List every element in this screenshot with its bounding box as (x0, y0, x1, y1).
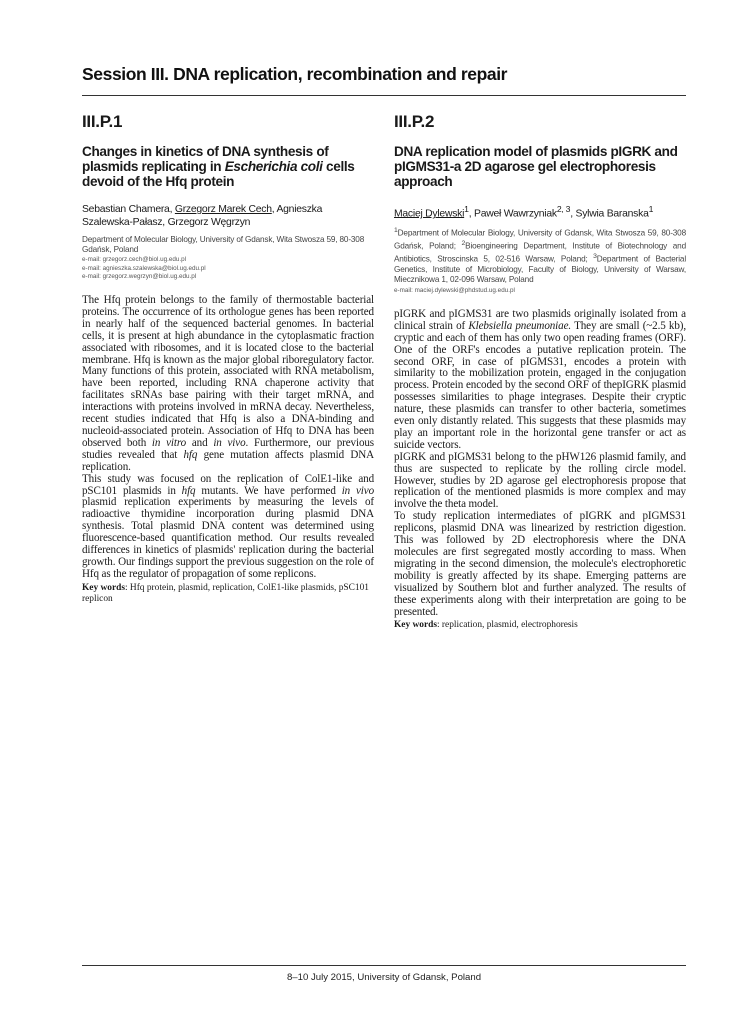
paragraph: pIGRK and pIGMS31 are two plasmids originally isolated from a clinical strain of Klebsiella pneumoniae. They are small (~2.5 kb), cryptic and each of them has only two open reading frames (ORF). One of the ORF's encodes a putative replication protein. The second ORF, in case of pIGMS31, encodes a protein with similarity to the mobilization protein, engaged in the conjugation process. Protein encoded by the second ORF of thepIGRK plasmid possesses similarities to phage integrases. Despite their cryptic nature, these plasmids can transfer to other bacteria, sometimes even only distantly related. This suggests that these plasmids may play an important role in the horizontal gene transfer or act as suicide vectors. (394, 307, 686, 451)
author-list: Maciej Dylewski$^1$, Paweł Wawrzyniak$^{2, 3}$, Sylwia Baranska$^1$ (394, 204, 654, 220)
abstract-right (394, 112, 686, 631)
abstract-code: III.P.1 (82, 112, 123, 131)
email-2: e-mail: agnieszka.szalewska@biol.ug.edu.pl (82, 264, 206, 272)
abstract-code: III.P.2 (394, 112, 435, 131)
abstract-title: Changes in kinetics of DNA synthesis of plasmids replicating in Escherichia coli cells devoid of the Hfq protein (82, 144, 355, 189)
page-footer: 8–10 July 2015, University of Gdansk, Poland (286, 972, 482, 983)
keywords: Key words: Hfq protein, plasmid, replication, ColE1-like plasmids, pSC101 replicon (82, 582, 369, 604)
affiliation: $^1$Department of Molecular Biology, University of Gdansk, Wita Stwosza 59, 80-308 Gdańsk, Poland; $^2$Bioengineering Department, Institute of Biotechnology and Antibiotics, Stroscinska 5, 02-516 Warsaw, Poland; $^3$Department of Bacterial Genetics, Institute of Microbiology, Faculty of Biology, University of Warsaw, Miecznikowa 1, 02-096 Warsaw, Poland (394, 227, 686, 285)
paragraph: This study was focused on the replication of ColE1-like and pSC101 plasmids in hfq mutants. We have performed in vivo plasmid replication experiments by measuring the levels of radioactive thymidine incorporation during plasmid DNA synthesis. Total plasmid DNA content was determined using fluorescence-based quantification method. Our results revealed differences in kinetics of plasmids' replication during the bacterial growth. Our findings support the previous suggestion on the role of Hfq as the regulator of propagation of some replicons. (82, 472, 374, 580)
email-1: e-mail: grzegorz.cech@biol.ug.edu.pl (82, 256, 187, 264)
email: e-mail: maciej.dylewski@phdstud.ug.edu.pl (394, 286, 515, 294)
session-title: Session III. DNA replication, recombination and repair (82, 64, 508, 84)
abstract-title: DNA replication model of plasmids pIGRK and pIGMS31-a 2D agarose gel electrophoresis approach (394, 144, 678, 189)
paragraph: The Hfq protein belongs to the family of thermostable bacterial proteins. The occurrence of its orthologue genes has been reported in nearly half of the sequenced bacterial genomes. In bacterial cells, it is present at high abundance in the cytoplasmatic fraction associated with ribosomes, and it is located close to the bacterial membrane. Hfq is known as the major global riboregulatory factor. Many functions of this protein, associated with RNA metabolism, have been reported, including RNA chaperone activity that facilitates sRNAs base pairing with their target mRNA, and interactions with proteins involved in mRNA decay. Nevertheless, recent studies indicated that Hfq is also a DNA-binding and nucleoid-associated protein. Association of Hfq to DNA has been observed both in vitro and in vivo. Furthermore, our previous studies revealed that hfq gene mutation affects plasmid DNA replication. (82, 294, 375, 473)
affiliation: Department of Molecular Biology, University of Gdansk, Wita Stwosza 59, 80-308 Gdańsk, Poland (82, 235, 365, 255)
paragraph: pIGRK and pIGMS31 belong to the pHW126 plasmid family, and thus are suspected to replicate by the rolling circle model. However, studies by 2D agarose gel electrophoresis propose that replication of the mentioned plasmids is more complex and may involve the theta model. (394, 450, 686, 511)
header-rule (82, 95, 686, 96)
abstract-body (82, 295, 374, 581)
presenting-author: Maciej Dylewski (394, 208, 465, 220)
abstract-left (82, 112, 374, 605)
paragraph: To study replication intermediates of pIGRK and pIGMS31 replicons, plasmid DNA was linearized by restriction digestion. This was followed by 2D electrophoresis where the DNA molecules are first segregated mostly according to mass. When migrating in the second dimension, the molecule's electrophoretic mobility is greatly affected by its shape. Emerging patterns are visualized by Southern blot and further analyzed. The results of these experiments along with their interpretation are going to be presented. (394, 510, 686, 618)
footer-rule (82, 965, 686, 966)
keywords: Key words: replication, plasmid, electrophoresis (394, 620, 578, 631)
presenting-author: Grzegorz Marek Cech (174, 204, 272, 215)
author-list: Sebastian Chamera, Grzegorz Marek Cech, Agnieszka Szalewska-Pałasz, Grzegorz Węgrzyn (82, 204, 323, 228)
abstract-body (394, 309, 686, 619)
email-3: e-mail: grzegorz.wegrzyn@biol.ug.edu.pl (82, 272, 197, 280)
